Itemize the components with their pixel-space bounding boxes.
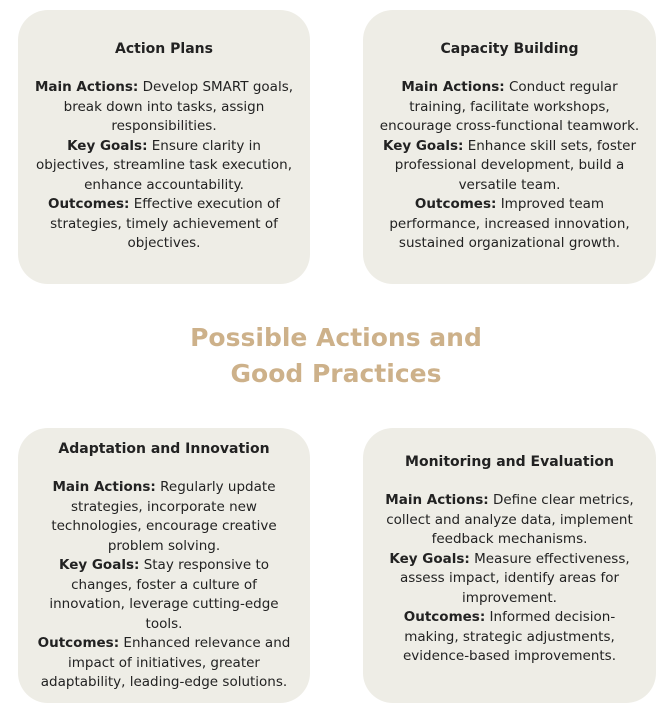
outcomes-label: Outcomes:	[37, 635, 120, 651]
key-goals-value: Ensure clarity in objectives, streamline task execution, enhance accountability.	[35, 137, 292, 193]
main-actions-label: Main Actions:	[385, 492, 489, 508]
main-actions-label: Main Actions:	[401, 79, 505, 95]
outcomes-text	[32, 195, 296, 254]
outcomes-text	[377, 195, 642, 254]
card-body	[32, 78, 296, 254]
main-actions-text	[377, 78, 642, 137]
main-actions-value: Conduct regular training, facilitate workshops, encourage cross-functional teamwork.	[379, 79, 640, 134]
outcomes-value: Enhanced relevance and impact of initiatives, greater adaptability, leading-edge solutions.	[40, 635, 291, 690]
title-line-2: Good Practices	[230, 359, 442, 388]
card-body	[32, 478, 296, 693]
outcomes-label: Outcomes:	[47, 196, 130, 212]
card-body	[377, 491, 642, 667]
outcomes-label: Outcomes:	[414, 196, 497, 212]
card-body	[377, 78, 642, 254]
outcomes-text	[32, 634, 296, 693]
card-monitoring-evaluation	[363, 428, 656, 703]
card-title: Capacity Building	[440, 41, 579, 57]
card-title: Action Plans	[115, 41, 213, 57]
key-goals-value: Stay responsive to changes, foster a culture of innovation, leverage cutting-edge tools.	[49, 557, 279, 632]
card-capacity-building	[363, 10, 656, 284]
key-goals-label: Key Goals:	[389, 550, 470, 567]
key-goals-text	[377, 137, 642, 196]
key-goals-value: Enhance skill sets, foster professional development, build a versatile team.	[394, 137, 637, 193]
key-goals-text	[32, 137, 296, 196]
main-actions-value: Define clear metrics, collect and analyze data, implement feedback mechanisms.	[386, 492, 634, 547]
outcomes-value: Improved team performance, increased innovation, sustained organizational growth.	[389, 196, 630, 251]
key-goals-label: Key Goals:	[382, 137, 464, 154]
card-title: Monitoring and Evaluation	[405, 454, 614, 470]
outcomes-value: Effective execution of strategies, timely achievement of objectives.	[50, 196, 281, 251]
main-actions-text	[32, 78, 296, 137]
main-actions-value: Develop SMART goals, break down into tasks, assign responsibilities.	[63, 79, 294, 134]
key-goals-text	[32, 556, 296, 634]
title-line-1: Possible Actions and	[190, 323, 482, 352]
main-actions-text	[32, 478, 296, 556]
main-actions-value: Regularly update strategies, incorporate new technologies, encourage creative problem solving.	[51, 479, 277, 554]
key-goals-text	[377, 550, 642, 609]
main-actions-label: Main Actions:	[52, 479, 156, 495]
diagram-title	[136, 320, 536, 392]
main-actions-label: Main Actions:	[34, 79, 139, 95]
card-action-plans	[18, 10, 310, 284]
main-actions-text	[377, 491, 642, 550]
key-goals-label: Key Goals:	[67, 137, 148, 154]
card-title: Adaptation and Innovation	[58, 441, 270, 457]
outcomes-text	[377, 608, 642, 667]
key-goals-value: Measure effectiveness, assess impact, identify areas for improvement.	[399, 550, 630, 606]
card-adaptation-innovation	[18, 428, 310, 703]
outcomes-value: Informed decision-making, strategic adjustments, evidence-based improvements.	[402, 609, 617, 664]
key-goals-label: Key Goals:	[58, 557, 140, 573]
outcomes-label: Outcomes:	[403, 609, 486, 625]
